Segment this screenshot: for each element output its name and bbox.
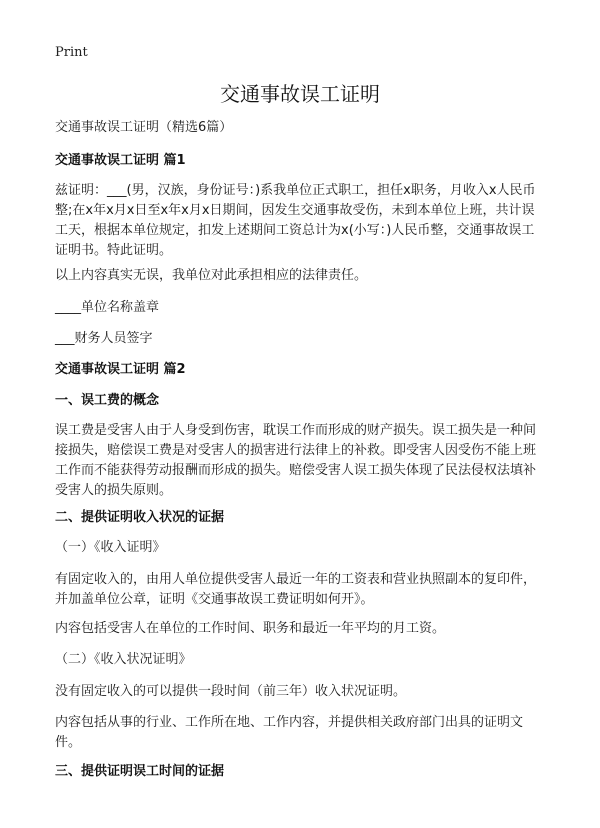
paragraph-income-proof-title: （一）《收入证明》 (55, 540, 166, 555)
document-subtitle: 交通事故误工证明（精选6篇） (55, 120, 233, 135)
paragraph-no-fixed-income: 没有固定收入的可以提供一段时间（前三年）收入状况证明。 (55, 684, 407, 699)
paragraph-no-fixed-income-content: 内容包括从事的行业、工作所在地、工作内容，并提供相关政府部门出具的证明文件。 (55, 715, 524, 750)
subheading-lost-time-evidence: 三、提供证明误工时间的证据 (55, 764, 225, 779)
paragraph-concept: 误工费是受害人由于人身受到伤害，耽误工作而形成的财产损失。误工损失是一种间接损失，赔偿误工费是对受害人的损害进行法律上的补救。即受害人因受伤不能上班工作而不能获得劳动报酬而形成的损失。赔偿受害人误工损失体现了民法侵权法填补受害人的损失原则。 (55, 423, 537, 498)
document-title: 交通事故误工证明 (220, 82, 380, 106)
paragraph-fixed-income-content: 内容包括受害人在单位的工作时间、职务和最近一年平均的月工资。 (55, 621, 446, 636)
paragraph-income-status-title: （二）《收入状况证明》 (55, 652, 192, 667)
section-heading-2: 交通事故误工证明 篇2 (55, 362, 186, 377)
section-heading-1: 交通事故误工证明 篇1 (55, 153, 186, 168)
paragraph-seal: ____单位名称盖章 (55, 300, 160, 315)
subheading-concept: 一、误工费的概念 (55, 393, 160, 408)
paragraph-fixed-income: 有固定收入的，由用人单位提供受害人最近一年的工资表和营业执照副本的复印件，并加盖单位公章，证明《交通事故误工费证明如何开》。 (55, 572, 537, 607)
subheading-income-evidence: 二、提供证明收入状况的证据 (55, 510, 225, 525)
paragraph-certification: 兹证明：___(男，汉族，身份证号：)系我单位正式职工，担任x职务，月收入x人民币整;在x年x月x日至x年x月x日期间，因发生交通事故受伤，未到本单位上班，共计误工天，根据本单位规定，扣发上述期间工资总计为x(小写：)人民币整，交通事故误工证明书。特此证明。 (55, 183, 536, 258)
paragraph-declaration: 以上内容真实无误，我单位对此承担相应的法律责任。 (55, 268, 368, 283)
paragraph-signature: ___财务人员签字 (55, 331, 153, 346)
print-label[interactable]: Print (55, 45, 88, 60)
